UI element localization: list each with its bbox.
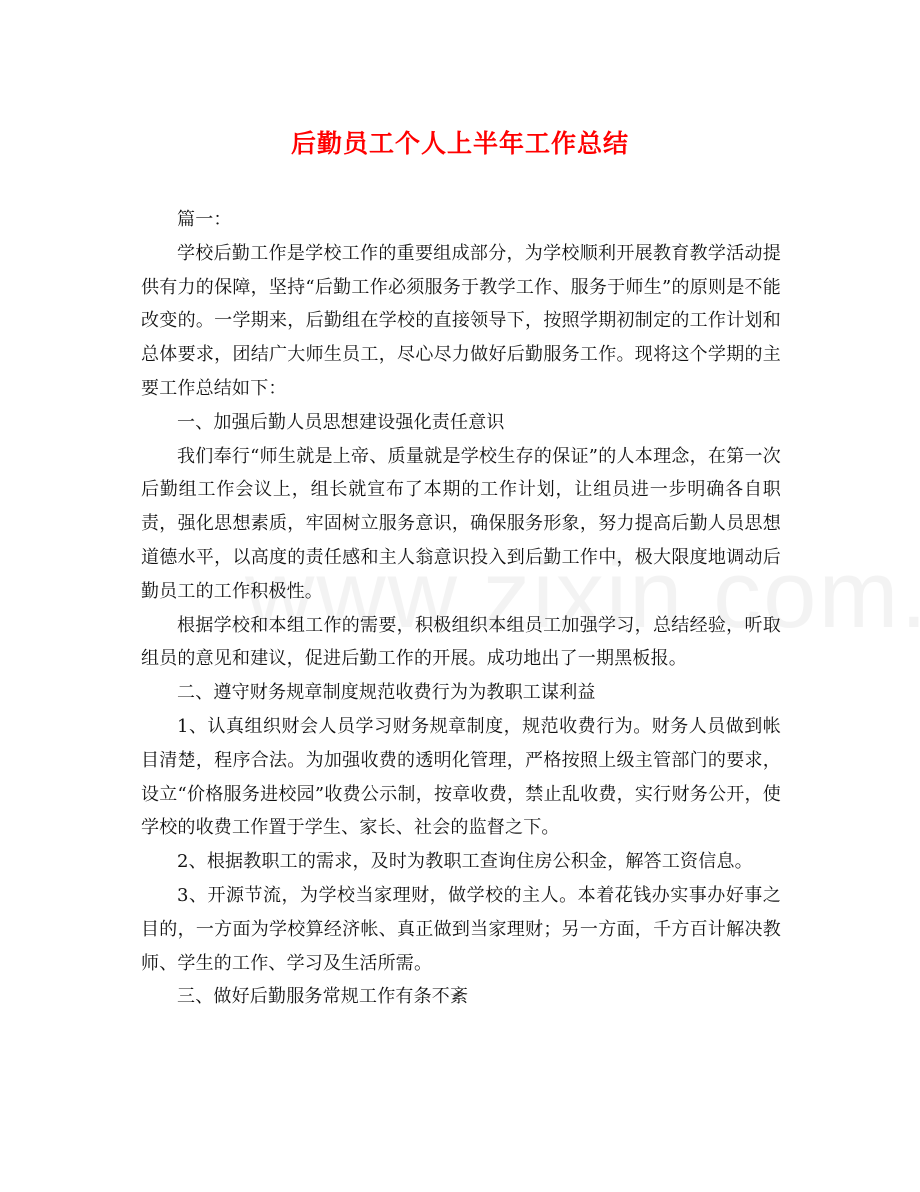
paragraph-section-label: 篇一： [177,209,232,230]
document-body [141,203,781,1014]
heading-section-1: 一、加强后勤人员思想建设强化责任意识 [177,411,505,433]
document-title: 后勤员工个人上半年工作总结 [290,129,629,158]
paragraph-section-2-item-3: 3、开源节流，为学校当家理财，做学校的主人。本着花钱办实事办好事之目的，一方面为学校算经济帐、真正做到当家理财；另一方面，千方百计解决教师、学生的工作、学习及生活所需。 [141,884,781,974]
paragraph-intro: 学校后勤工作是学校工作的重要组成部分，为学校顺利开展教育教学活动提供有力的保障，坚持“后勤工作必须服务于教学工作、服务于师生”的原则是不能改变的。一学期来，后勤组在学校的直接领导下，按照学期初制定的工作计划和总体要求，团结广大师生员工，尽心尽力做好后勤服务工作。现将这个学期的主要工作总结如下： [141,242,781,399]
paragraph-section-2-item-2: 2、根据教职工的需求，及时为教职工查询住房公积金，解答工资信息。 [177,851,753,873]
heading-section-3: 三、做好后勤服务常规工作有条不紊 [177,986,469,1008]
paragraph-section-2-item-1: 1、认真组织财会人员学习财务规章制度，规范收费行为。财务人员做到帐目清楚，程序合法。为加强收费的透明化管理，严格按照上级主管部门的要求，设立“价格服务进校园”收费公示制，按章收费，禁止乱收费，实行财务公开，使学校的收费工作置于学生、家长、社会的监督之下。 [141,715,781,839]
paragraph-section-1-b: 根据学校和本组工作的需要，积极组织本组员工加强学习，总结经验，听取组员的意见和建议，促进后勤工作的开展。成功地出了一期黑板报。 [141,614,781,670]
paragraph-section-1-a: 我们奉行“师生就是上帝、质量就是学校生存的保证”的人本理念，在第一次后勤组工作会议上，组长就宣布了本期的工作计划，让组员进一步明确各自职责，强化思想素质，牢固树立服务意识，确保服务形象，努力提高后勤人员思想道德水平，以高度的责任感和主人翁意识投入到后勤工作中，极大限度地调动后勤员工的工作积极性。 [141,445,781,602]
heading-section-2: 二、遵守财务规章制度规范收费行为为教职工谋利益 [177,682,596,704]
